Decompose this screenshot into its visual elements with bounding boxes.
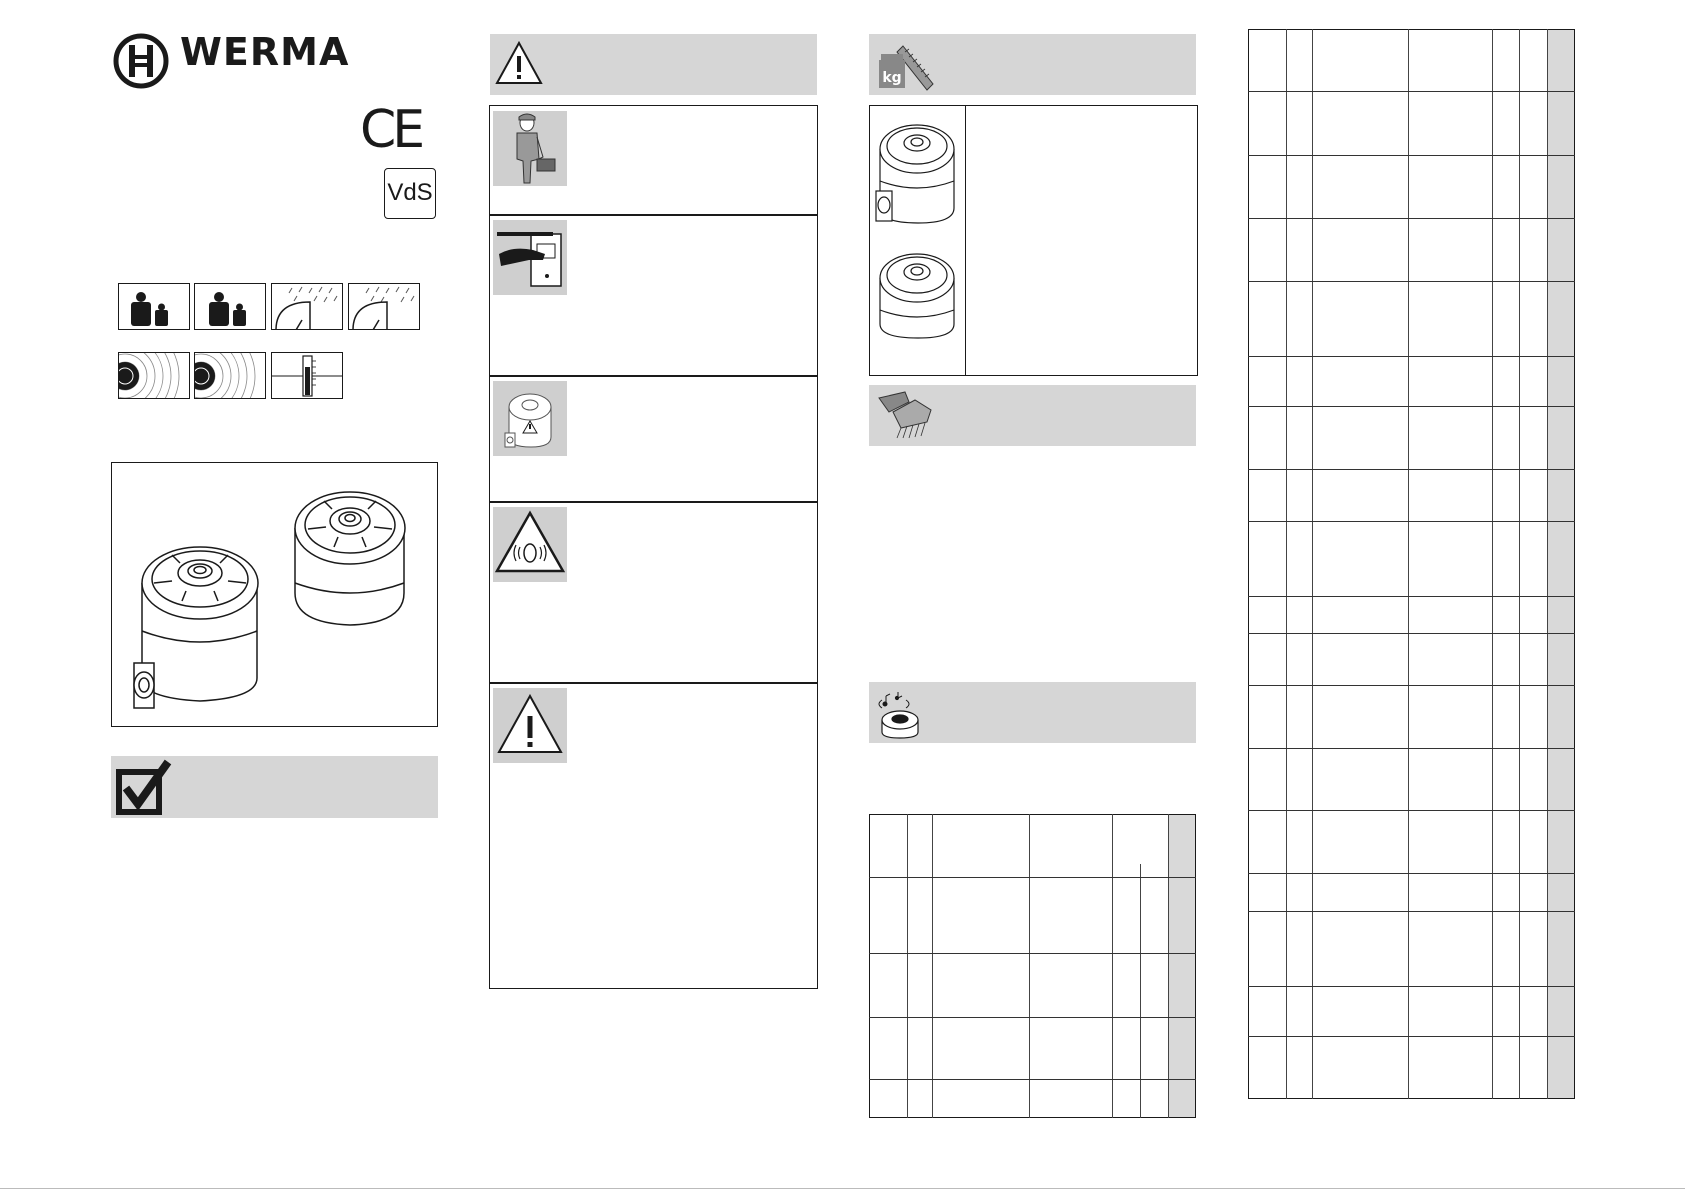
product-image xyxy=(111,462,438,727)
data-table xyxy=(1248,29,1575,1099)
weight-icon xyxy=(118,283,190,330)
brand-name: WERMA xyxy=(180,30,350,74)
table-col-line xyxy=(1492,29,1493,1099)
table-row-line xyxy=(869,1079,1196,1080)
data-table xyxy=(869,814,1196,1118)
table-row-line xyxy=(1248,911,1575,912)
table-col-line xyxy=(1408,29,1409,1099)
table-row-line xyxy=(1248,873,1575,874)
checkmark-icon xyxy=(116,758,172,816)
weight-dimensions-icon xyxy=(875,38,937,92)
divider xyxy=(489,214,818,216)
table-row-line xyxy=(1248,218,1575,219)
ce-mark: CE xyxy=(360,100,422,160)
table-row-line xyxy=(1248,155,1575,156)
table-row-line xyxy=(1248,91,1575,92)
thermometer-icon xyxy=(271,352,343,399)
table-col-line xyxy=(907,814,908,1118)
rain-protection-icon xyxy=(348,283,420,330)
warning-triangle-icon xyxy=(493,688,567,763)
table-row-line xyxy=(1248,1036,1575,1037)
table-row-line xyxy=(869,1017,1196,1018)
table-col-line xyxy=(1029,814,1030,1118)
siren-device-short-icon xyxy=(872,248,960,342)
table-row-line xyxy=(1248,986,1575,987)
technician-icon xyxy=(493,111,567,186)
table-row-line xyxy=(869,877,1196,878)
table-row-line xyxy=(1248,685,1575,686)
device-warning-icon xyxy=(493,381,567,456)
siren-device-short xyxy=(295,492,405,625)
table-col-line xyxy=(1168,814,1169,1118)
table-shaded-column xyxy=(1547,30,1574,1098)
siren-device-tall xyxy=(134,547,258,708)
table-row-line xyxy=(1248,356,1575,357)
cleaning-brush-icon xyxy=(875,388,937,444)
divider xyxy=(965,105,966,376)
table-row-line xyxy=(1248,521,1575,522)
table-col-line xyxy=(1519,29,1520,1099)
table-row-line xyxy=(1248,810,1575,811)
table-row-line xyxy=(1248,748,1575,749)
sound-device-icon xyxy=(876,686,922,740)
table-shaded-column xyxy=(1168,815,1195,1117)
table-col-line xyxy=(932,814,933,1118)
crop-mark xyxy=(0,1188,1685,1189)
warning-triangle-icon xyxy=(494,40,544,86)
table-row-line xyxy=(1248,596,1575,597)
kg-label: kg xyxy=(882,70,902,86)
table-row-line xyxy=(1248,633,1575,634)
table-col-line xyxy=(1547,29,1548,1099)
table-col-line xyxy=(1112,814,1113,1118)
divider xyxy=(489,501,818,503)
table-row-line xyxy=(869,953,1196,954)
noise-warning-icon xyxy=(493,507,567,582)
table-row-line xyxy=(1248,281,1575,282)
sound-level-icon xyxy=(118,352,190,399)
vds-mark: VdS xyxy=(384,168,436,219)
table-row-line xyxy=(1248,469,1575,470)
divider xyxy=(489,375,818,377)
table-col-line xyxy=(1286,29,1287,1099)
sound-level-icon xyxy=(194,352,266,399)
weight-icon xyxy=(194,283,266,330)
rain-protection-icon xyxy=(271,283,343,330)
table-row-line xyxy=(1248,406,1575,407)
divider xyxy=(489,682,818,684)
table-col-line xyxy=(1312,29,1313,1099)
siren-device-tall-icon xyxy=(872,113,960,229)
power-switch-icon xyxy=(493,220,567,295)
werma-logo-icon xyxy=(113,33,169,89)
